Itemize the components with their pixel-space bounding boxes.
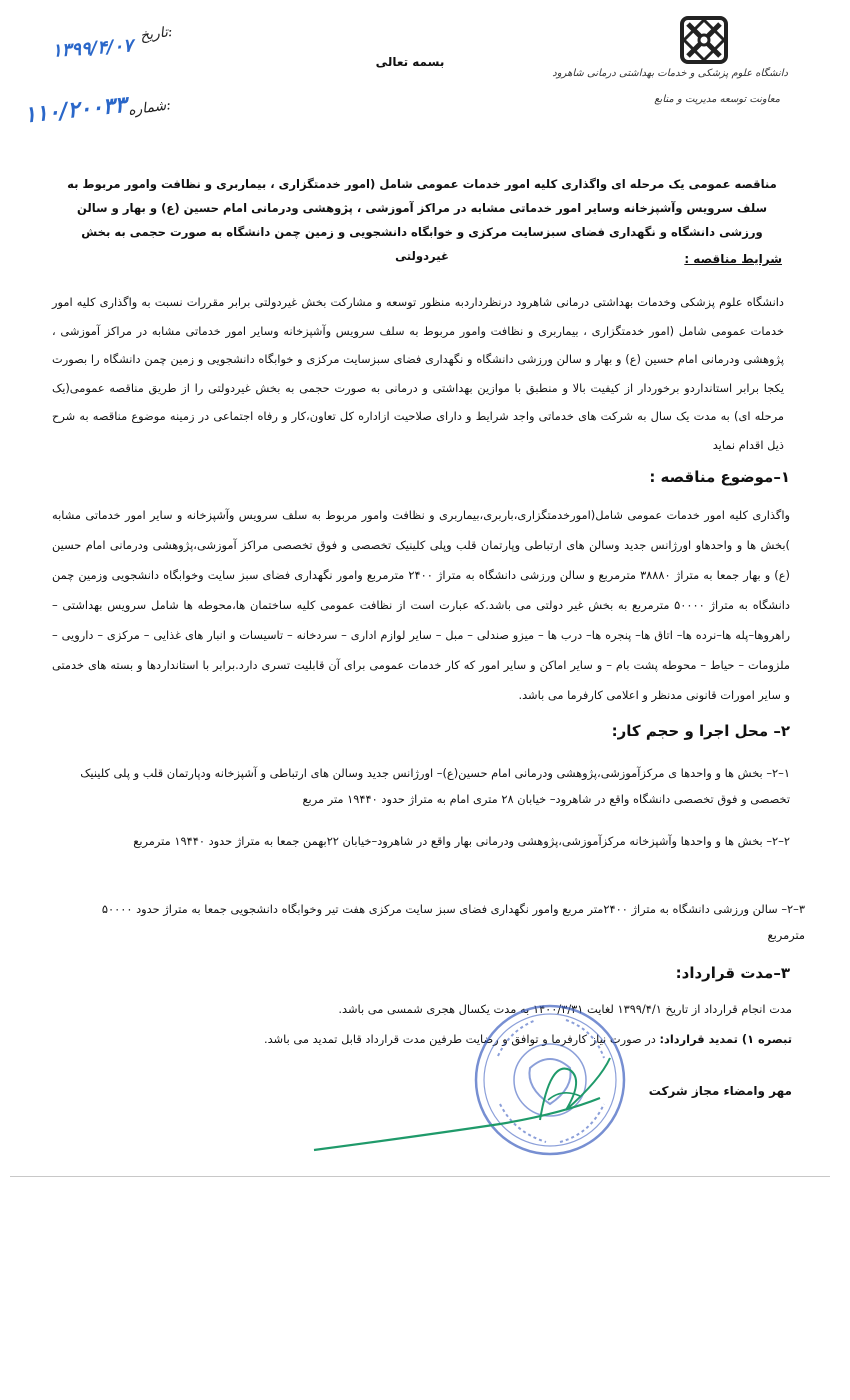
- section1-body: واگذاری کلیه امور خدمات عمومی شامل(امورخدمتگزاری،باربری،بیماربری و نظافت وامور مربوط به سلف سرویس وآشپزخانه و سایر امور خدماتی مشابه )بخش ها و واحدهاو اورژانس جدید وسالن های ارتباطی وپارتمان قلب وپلی کلینیک تخصصی و فوق تخصصی مراکز آموزشی،پژوهشی ودرمانی امام حسین (ع) و بهار جمعا به متراژ ۳۸۸۸۰ مترمربع و سالن ورزشی دانشگاه به متراژ ۲۴۰۰ مترمربع وامور نگهداری فضای سبز سایت وخوابگاه دانشجویی وزمین چمن دانشگاه به متراژ ۵۰۰۰۰ مترمربع به بخش غیر دولتی می باشد.که عبارت است از نظافت عمومی کلیه ساختمان ها،محوطه ها شامل سرویس بهداشتی –راهروها–پله ها–نرده ها– اتاق ها– پنجره ها– درب ها – میزو صندلی – مبل – سایر لوازم اداری – سردخانه – تاسیسات و انبار های غذایی – مرکزی – دارویی – ملزومات – حیاط – محوطه پشت بام – و سایر اماکن و سایر امور که کار خدمات عمومی برای آن قابلیت تسری دارد.برابر با استانداردها و بسته های خدمتی و سایر امورات قانونی مدنظر و اعلامی کارفرما می باشد.: [52, 508, 790, 702]
- intro-paragraph: دانشگاه علوم پزشکی وخدمات بهداشتی درمانی شاهرود درنظرداردبه منظور توسعه و مشارکت بخش غیردولتی برابر مقررات نسبت به واگذاری کلیه امور خدمات عمومی شامل (امور خدمتگزاری ، بیماربری و نظافت وامور مربوط به سلف سرویس وآشپزخانه وسایر امور خدماتی مشابه در مراکز آموزشی ، پژوهشی ودرمانی امام حسین (ع) و بهار و سالن ورزشی دانشگاه و نگهداری فضای سبزسایت مرکزی و خوابگاه دانشجویی و زمین چمن دانشگاه را بصورت یکجا برابر استانداردو برخوردار از کیفیت بالا و منطبق با موازین بهداشتی و درمانی به صورت حجمی به بخش غیردولتی را از طریق مناقصه عمومی(یک مرحله ای) به مدت یک سال به شرکت های خدماتی واجد شرایط و دارای صلاحیت ازاداره کل تعاون،کار و رفاه اجتماعی در زمینه موضوع مناقصه به شرح ذیل اقدام نماید: [52, 295, 784, 452]
- section2-item: ۲–۲– بخش ها و واحدها وآشپزخانه مرکزآموزشی،پژوهشی ودرمانی بهار واقع در شاهرود–خیابان ۲۲بهمن جمعا به متراژ حدود ۱۹۴۴۰ مترمربع: [133, 834, 790, 848]
- university-logo-icon: [680, 16, 728, 64]
- section1-heading: ۱–موضوع مناقصه :: [649, 468, 790, 486]
- footer-divider: [10, 1176, 830, 1177]
- note-label: تبصره ۱) تمدید قرارداد:: [659, 1032, 792, 1046]
- date-label: تاریخ:: [139, 23, 174, 45]
- section2-item: ۳–۲– سالن ورزشی دانشگاه به متراژ ۲۴۰۰متر مربع وامور نگهداری فضای سبز سایت مرکزی هفت تیر وخوابگاه دانشجویی جمعا به متراژ حدود ۵۰۰۰۰ مترمربع: [101, 902, 805, 942]
- note-text: در صورت نیاز کارفرما و توافق و رضایت طرفین مدت قرارداد قابل تمدید می باشد.: [263, 1032, 656, 1046]
- basmala-heading: بسمه تعالی: [375, 55, 445, 69]
- number-label: شماره:: [127, 97, 172, 119]
- number-value: ۱۱۰/۲۰۰۳۳: [22, 92, 128, 129]
- company-signature-label: مهر وامضاء مجاز شرکت: [648, 1084, 792, 1098]
- conditions-label: شرایط مناقصه :: [684, 252, 782, 266]
- section2-heading: ۲– محل اجرا و حجم کار:: [611, 722, 790, 740]
- university-name: دانشگاه علوم پزشکی و خدمات بهداشتی درمانی شاهرود: [552, 68, 788, 79]
- deputy-name: معاونت توسعه مدیریت و منابع: [654, 94, 780, 105]
- contract-duration-line: مدت انجام قرارداد از تاریخ ۱۳۹۹/۴/۱ لغایت ۱۴۰۰/۳/۳۱ به مدت یکسال هجری شمسی می باشد.: [338, 1002, 792, 1016]
- section3-heading: ۳–مدت قرارداد:: [675, 964, 790, 982]
- section2-item: ۱–۲– بخش ها و واحدها ی مرکزآموزشی،پژوهشی ودرمانی امام حسین(ع)– اورژانس جدید وسالن های ارتباطی و آشپزخانه ودپارتمان قلب و پلی کلینیک تخصصی و فوق تخصصی دانشگاه واقع در شاهرود– خیابان ۲۸ متری امام به متراژ حدود ۱۹۴۴۰ متر مربع: [80, 766, 790, 806]
- tender-title: مناقصه عمومی یک مرحله ای واگذاری کلیه امور خدمات عمومی شامل (امور خدمتگزاری ، بیماربری و نظافت وامور مربوط به سلف سرویس وآشپزخانه وسایر امور خدماتی مشابه در مراکز آموزشی ، پژوهشی ودرمانی امام حسین (ع) و بهار و سالن ورزشی دانشگاه و نگهداری فضای سبزسایت مرکزی و خوابگاه دانشجویی و زمین چمن دانشگاه به صورت حجمی به بخش غیردولتی: [67, 177, 777, 263]
- date-value: ۱۳۹۹/۴/۰۷: [51, 35, 134, 62]
- signature-icon: [300, 1040, 640, 1160]
